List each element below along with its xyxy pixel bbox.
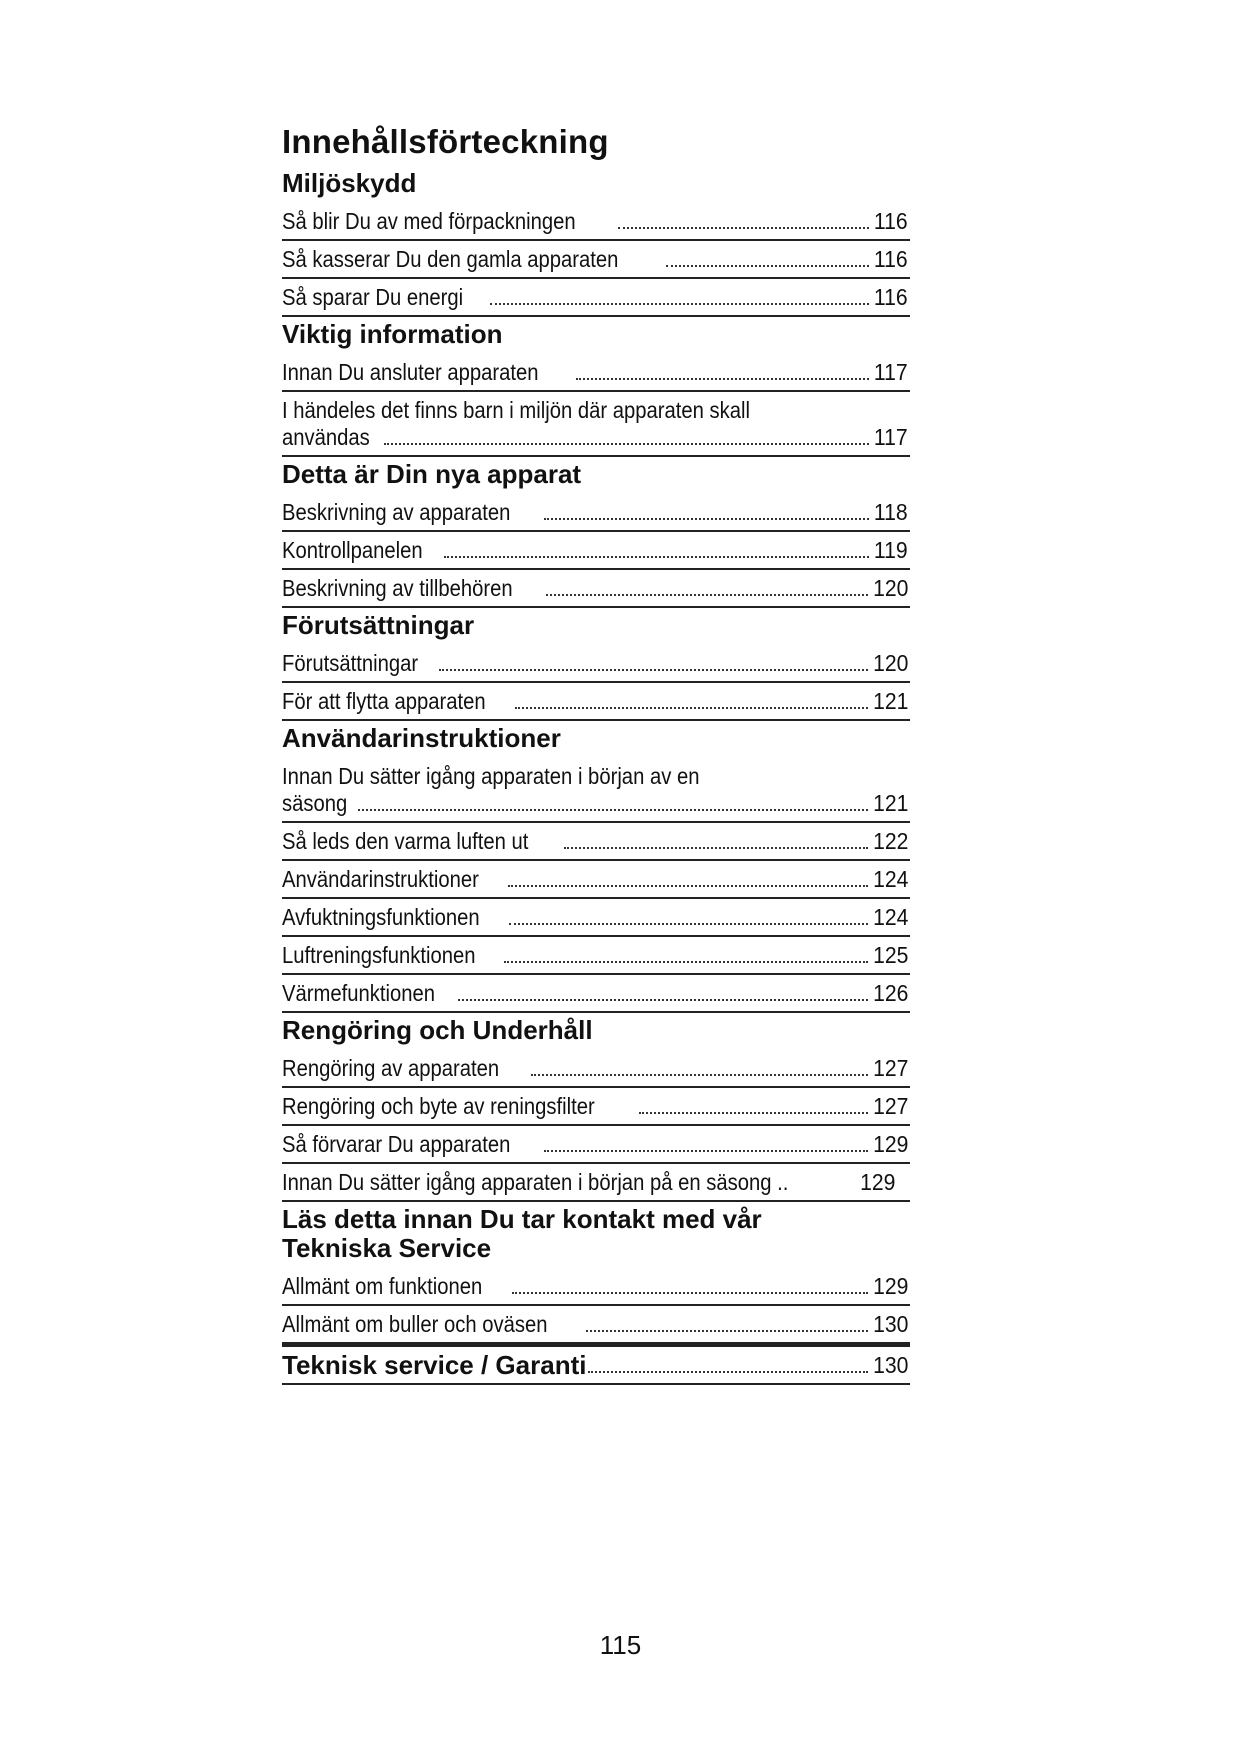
toc-entry[interactable]: [282, 279, 910, 317]
toc-entry-page: 125: [872, 942, 908, 968]
section-heading: Rengöring och Underhåll: [282, 1015, 593, 1045]
toc-section-anvandarinstruktioner: [282, 721, 910, 1013]
toc-entry-page: 116: [874, 246, 908, 272]
toc-entry-label: Allmänt om buller och oväsen: [282, 1311, 548, 1337]
dot-leader: [639, 1112, 867, 1114]
toc-entry[interactable]: [282, 823, 910, 861]
toc-entry[interactable]: [282, 1268, 910, 1306]
toc-entry-label: Kontrollpanelen: [282, 537, 423, 563]
dot-leader: [618, 227, 870, 229]
toc-section-forutsattningar: [282, 608, 910, 721]
toc-entry[interactable]: [282, 532, 910, 570]
toc-entry[interactable]: [282, 354, 910, 392]
toc-entry-page: 129: [872, 1273, 908, 1299]
toc-entry-page: 116: [874, 284, 908, 310]
toc-entry[interactable]: [282, 758, 910, 823]
toc-entry[interactable]: [282, 899, 910, 937]
section-heading: Förutsättningar: [282, 610, 475, 640]
toc-entry-label: Innan Du ansluter apparaten: [282, 359, 539, 385]
toc-entry-line2: [282, 424, 908, 451]
toc-entry-page: 117: [874, 424, 908, 450]
toc-entry[interactable]: [282, 241, 910, 279]
toc-entry[interactable]: [282, 645, 910, 683]
toc-entry[interactable]: [282, 1164, 910, 1202]
toc-entry-label: Rengöring av apparaten: [282, 1055, 500, 1081]
dot-leader: [544, 1150, 868, 1152]
dot-leader: [512, 1292, 868, 1294]
toc-entry-label: användas: [282, 424, 370, 450]
toc-entry-label-line1: I händeles det finns barn i miljön där apparaten skall: [282, 397, 751, 423]
toc-page: [282, 118, 910, 1385]
toc-entry-page: 124: [872, 866, 908, 892]
toc-section-detta-ar-din-nya-apparat: [282, 457, 910, 608]
toc-entry-page: 126: [872, 980, 908, 1006]
dot-leader: [384, 443, 870, 445]
section-heading: Viktig information: [282, 319, 503, 349]
section-heading-line2: Tekniska Service: [282, 1233, 492, 1263]
toc-entry-label: Allmänt om funktionen: [282, 1273, 483, 1299]
toc-section-viktig-information: [282, 317, 910, 457]
section-heading-line1: Läs detta innan Du tar kontakt med vår: [282, 1204, 762, 1234]
toc-entry-label: Så sparar Du energi: [282, 284, 464, 310]
toc-entry-page: 122: [872, 828, 908, 854]
toc-entry-label: säsong: [282, 790, 348, 816]
toc-entry-label: Beskrivning av tillbehören: [282, 575, 513, 601]
toc-entry[interactable]: [282, 1050, 910, 1088]
section-heading: Användarinstruktioner: [282, 723, 561, 753]
dot-leader: [546, 594, 868, 596]
dot-leader: [439, 669, 868, 671]
toc-entry-page: 124: [872, 904, 908, 930]
dot-leader: [509, 923, 868, 925]
page-title: Innehållsförteckning: [282, 123, 609, 160]
toc-entry-page: 127: [872, 1093, 908, 1119]
toc-entry-page: 129: [860, 1169, 896, 1195]
dot-leader: [588, 1371, 867, 1373]
dot-leader: [458, 999, 868, 1001]
toc-entry-page: 127: [872, 1055, 908, 1081]
toc-entry-label: Beskrivning av apparaten: [282, 499, 511, 525]
section-heading: Detta är Din nya apparat: [282, 459, 582, 489]
toc-section-las-detta: [282, 1202, 910, 1344]
toc-section-miljoskydd: [282, 166, 910, 317]
toc-entry-page: 129: [872, 1131, 908, 1157]
dot-leader: [490, 303, 869, 305]
toc-entry-teknisk-service[interactable]: [282, 1344, 910, 1385]
toc-entry-label: Användarinstruktioner: [282, 866, 479, 892]
toc-entry[interactable]: [282, 203, 910, 241]
dot-leader: [586, 1330, 868, 1332]
toc-entry-page: 120: [872, 575, 908, 601]
toc-entry[interactable]: [282, 1126, 910, 1164]
toc-entry-label: Innan Du sätter igång apparaten i början på en säsong ..: [282, 1169, 789, 1195]
toc-entry-page: 130: [872, 1352, 908, 1378]
toc-entry-label: Så blir Du av med förpackningen: [282, 208, 576, 234]
section-heading: Miljöskydd: [282, 168, 417, 198]
toc-entry-label: Förutsättningar: [282, 650, 419, 676]
toc-entry-label-line1: Innan Du sätter igång apparaten i början av en: [282, 763, 700, 789]
toc-entry-page: 116: [874, 208, 908, 234]
toc-entry[interactable]: [282, 937, 910, 975]
toc-entry[interactable]: [282, 683, 910, 721]
section-heading: [282, 1202, 910, 1268]
toc-entry[interactable]: [282, 861, 910, 899]
toc-entry[interactable]: [282, 392, 910, 457]
toc-entry-label: Teknisk service / Garanti: [282, 1350, 587, 1380]
dot-leader: [544, 518, 870, 520]
toc-entry-page: 121: [872, 790, 908, 816]
dot-leader: [508, 885, 868, 887]
toc-entry-label: Avfuktningsfunktionen: [282, 904, 480, 930]
page-number: 115: [599, 1630, 642, 1660]
toc-entry-label: Luftreningsfunktionen: [282, 942, 476, 968]
toc-entry[interactable]: [282, 1306, 910, 1344]
dot-leader: [531, 1074, 868, 1076]
toc-entry[interactable]: [282, 570, 910, 608]
toc-entry-label: För att flytta apparaten: [282, 688, 486, 714]
dot-leader: [576, 378, 870, 380]
toc-entry-page: 118: [874, 499, 908, 525]
dot-leader: [358, 809, 867, 811]
toc-entry-label: Värmefunktionen: [282, 980, 436, 1006]
toc-entry-label: Så förvarar Du apparaten: [282, 1131, 511, 1157]
dot-leader: [564, 847, 868, 849]
toc-entry-label: Så kasserar Du den gamla apparaten: [282, 246, 619, 272]
toc-entry-page: 121: [872, 688, 908, 714]
toc-entry-page: 120: [872, 650, 908, 676]
dot-leader: [515, 707, 867, 709]
toc-entry[interactable]: [282, 494, 910, 532]
toc-entry[interactable]: [282, 1088, 910, 1126]
toc-entry[interactable]: [282, 975, 910, 1013]
toc-entry-page: 117: [874, 359, 908, 385]
toc-entry-page: 119: [874, 537, 908, 563]
toc-entry-page: 130: [872, 1311, 908, 1337]
toc-entry-line2: [282, 790, 908, 817]
dot-leader: [666, 265, 869, 267]
toc-entry-label: Rengöring och byte av reningsfilter: [282, 1093, 595, 1119]
toc-entry-label: Så leds den varma luften ut: [282, 828, 529, 854]
toc-section-rengoring-och-underhall: [282, 1013, 910, 1202]
dot-leader: [444, 556, 869, 558]
dot-leader: [504, 961, 868, 963]
